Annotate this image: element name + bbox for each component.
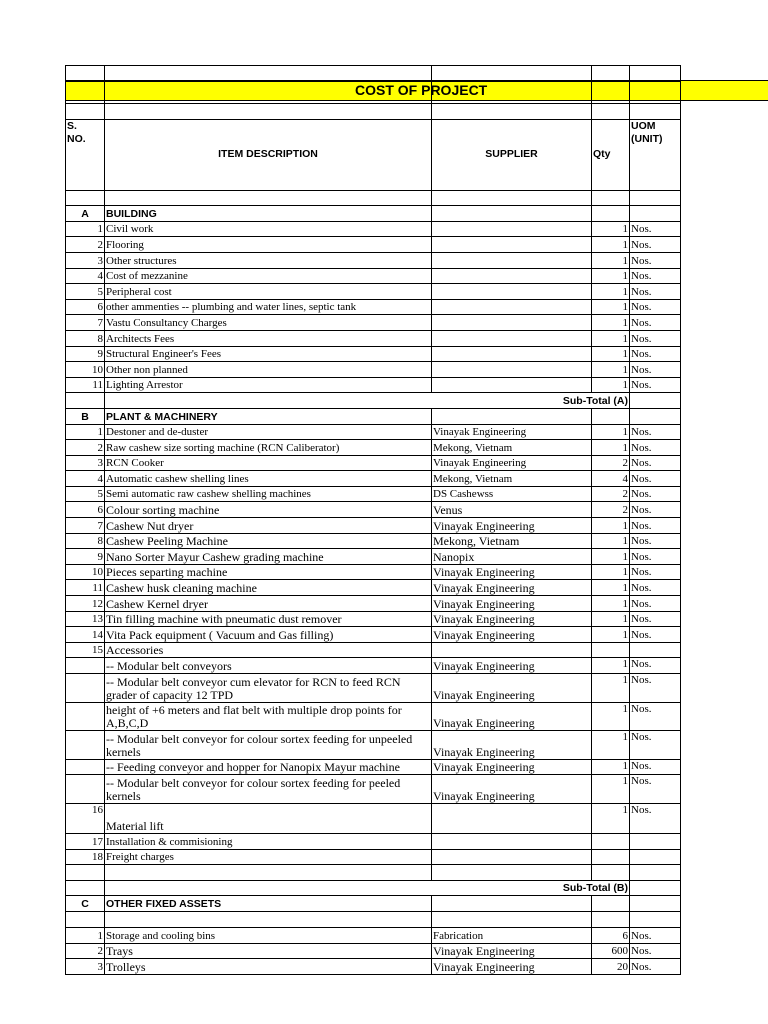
accessory-description: -- Modular belt conveyor for colour sortex feeding for peeled kernels bbox=[105, 775, 432, 804]
item-description: other ammenties -- plumbing and water lines, septic tank bbox=[105, 299, 432, 315]
item-qty: 1 bbox=[592, 440, 630, 456]
item-number: 15 bbox=[66, 642, 105, 658]
table-row bbox=[66, 564, 681, 580]
header-qty: Qty bbox=[592, 119, 630, 190]
item-supplier bbox=[432, 237, 592, 253]
blank-cell bbox=[432, 104, 592, 120]
accessory-supplier: Vinayak Engineering bbox=[432, 674, 592, 703]
blank-cell bbox=[630, 82, 681, 104]
accessory-description: -- Modular belt conveyors bbox=[105, 658, 432, 674]
item-description: Peripheral cost bbox=[105, 284, 432, 300]
item-number: 4 bbox=[66, 471, 105, 487]
item-qty: 1 bbox=[592, 377, 630, 393]
item-number: 17 bbox=[66, 834, 105, 850]
table-row bbox=[66, 299, 681, 315]
accessory-row bbox=[66, 759, 681, 775]
item-description: Vastu Consultancy Charges bbox=[105, 315, 432, 331]
item-number: 6 bbox=[66, 299, 105, 315]
item-number: 9 bbox=[66, 346, 105, 362]
item-qty: 6 bbox=[592, 928, 630, 944]
table-row bbox=[66, 346, 681, 362]
item-supplier: Vinayak Engineering bbox=[432, 580, 592, 596]
item-supplier: DS Cashewss bbox=[432, 486, 592, 502]
item-number: 10 bbox=[66, 362, 105, 378]
section-row bbox=[66, 206, 681, 222]
table-row bbox=[66, 330, 681, 346]
table-row bbox=[66, 596, 681, 612]
item-number: 3 bbox=[66, 959, 105, 975]
table-row bbox=[66, 928, 681, 944]
item-number: 1 bbox=[66, 928, 105, 944]
accessory-supplier: Vinayak Engineering bbox=[432, 658, 592, 674]
item-uom: Nos. bbox=[630, 580, 681, 596]
item-uom: Nos. bbox=[630, 237, 681, 253]
item-qty: 1 bbox=[592, 362, 630, 378]
table-row bbox=[66, 284, 681, 300]
item-description: Nano Sorter Mayur Cashew grading machine bbox=[105, 549, 432, 565]
item-supplier bbox=[432, 346, 592, 362]
item-qty: 1 bbox=[592, 804, 630, 834]
accessory-qty: 1 bbox=[592, 759, 630, 775]
item-description: Destoner and de-duster bbox=[105, 424, 432, 440]
item-number: 11 bbox=[66, 377, 105, 393]
accessory-supplier: Vinayak Engineering bbox=[432, 731, 592, 760]
item-supplier bbox=[432, 804, 592, 834]
blank-cell bbox=[592, 912, 630, 928]
table-row bbox=[66, 804, 681, 834]
item-number: 11 bbox=[66, 580, 105, 596]
item-uom: Nos. bbox=[630, 440, 681, 456]
item-qty: 1 bbox=[592, 346, 630, 362]
subtotal-row bbox=[66, 393, 681, 409]
item-description: Trolleys bbox=[105, 959, 432, 975]
item-qty bbox=[592, 849, 630, 865]
accessory-description: height of +6 meters and flat belt with multiple drop points for A,B,C,D bbox=[105, 703, 432, 731]
blank-cell bbox=[630, 865, 681, 881]
table-row bbox=[66, 627, 681, 643]
item-description: Civil work bbox=[105, 221, 432, 237]
item-supplier bbox=[432, 362, 592, 378]
item-description: Installation & commisioning bbox=[105, 834, 432, 850]
table-row bbox=[66, 834, 681, 850]
item-description: Cashew Kernel dryer bbox=[105, 596, 432, 612]
item-qty bbox=[592, 642, 630, 658]
table-row bbox=[66, 315, 681, 331]
item-supplier: Venus bbox=[432, 502, 592, 518]
item-number: 3 bbox=[66, 252, 105, 268]
accessory-uom: Nos. bbox=[630, 731, 681, 760]
item-uom: Nos. bbox=[630, 943, 681, 959]
blank-cell bbox=[630, 912, 681, 928]
item-supplier: Vinayak Engineering bbox=[432, 424, 592, 440]
table-row bbox=[66, 455, 681, 471]
item-number: 2 bbox=[66, 237, 105, 253]
item-uom: Nos. bbox=[630, 502, 681, 518]
item-uom: Nos. bbox=[630, 928, 681, 944]
item-uom: Nos. bbox=[630, 330, 681, 346]
item-supplier bbox=[432, 315, 592, 331]
table-row bbox=[66, 502, 681, 518]
item-uom: Nos. bbox=[630, 486, 681, 502]
item-number: 2 bbox=[66, 943, 105, 959]
blank-row bbox=[66, 865, 681, 881]
table-row bbox=[66, 362, 681, 378]
accessory-uom: Nos. bbox=[630, 658, 681, 674]
accessory-row bbox=[66, 658, 681, 674]
item-number: 1 bbox=[66, 424, 105, 440]
accessory-description: -- Modular belt conveyor for colour sortex feeding for unpeeled kernels bbox=[105, 731, 432, 760]
table-row bbox=[66, 471, 681, 487]
section-row bbox=[66, 408, 681, 424]
item-number: 18 bbox=[66, 849, 105, 865]
item-supplier bbox=[432, 284, 592, 300]
table-row bbox=[66, 943, 681, 959]
table-row bbox=[66, 486, 681, 502]
item-number: 12 bbox=[66, 596, 105, 612]
blank-cell bbox=[592, 82, 630, 104]
item-qty: 1 bbox=[592, 627, 630, 643]
item-supplier bbox=[432, 849, 592, 865]
item-qty: 1 bbox=[592, 252, 630, 268]
item-number: 9 bbox=[66, 549, 105, 565]
item-number: 4 bbox=[66, 268, 105, 284]
item-supplier bbox=[432, 252, 592, 268]
item-supplier: Fabrication bbox=[432, 928, 592, 944]
item-description: Structural Engineer's Fees bbox=[105, 346, 432, 362]
item-qty: 1 bbox=[592, 518, 630, 534]
section-code: B bbox=[66, 408, 105, 424]
item-uom: Nos. bbox=[630, 252, 681, 268]
item-supplier bbox=[432, 642, 592, 658]
item-description: Raw cashew size sorting machine (RCN Caliberator) bbox=[105, 440, 432, 456]
accessory-uom: Nos. bbox=[630, 703, 681, 731]
blank-cell bbox=[592, 190, 630, 206]
item-description: Cost of mezzanine bbox=[105, 268, 432, 284]
item-description: Cashew Peeling Machine bbox=[105, 533, 432, 549]
item-uom: Nos. bbox=[630, 315, 681, 331]
item-qty: 2 bbox=[592, 502, 630, 518]
item-description: Other non planned bbox=[105, 362, 432, 378]
item-description: Semi automatic raw cashew shelling machines bbox=[105, 486, 432, 502]
item-uom bbox=[630, 834, 681, 850]
subtotal-label: Sub-Total (B) bbox=[105, 880, 630, 896]
table-row bbox=[66, 424, 681, 440]
blank-cell bbox=[592, 66, 630, 82]
item-qty: 1 bbox=[592, 237, 630, 253]
item-description: Cashew husk cleaning machine bbox=[105, 580, 432, 596]
item-supplier: Mekong, Vietnam bbox=[432, 440, 592, 456]
item-number: 5 bbox=[66, 284, 105, 300]
item-uom: Nos. bbox=[630, 221, 681, 237]
item-uom: Nos. bbox=[630, 549, 681, 565]
item-uom: Nos. bbox=[630, 596, 681, 612]
blank-cell bbox=[66, 104, 105, 120]
blank-cell bbox=[592, 865, 630, 881]
item-number: 6 bbox=[66, 502, 105, 518]
item-qty: 1 bbox=[592, 611, 630, 627]
blank-cell bbox=[66, 66, 105, 82]
section-code: A bbox=[66, 206, 105, 222]
item-number: 3 bbox=[66, 455, 105, 471]
header-supplier: SUPPLIER bbox=[432, 119, 592, 190]
item-number: 8 bbox=[66, 330, 105, 346]
item-uom bbox=[630, 642, 681, 658]
cost-table bbox=[65, 65, 681, 975]
subtotal-label: Sub-Total (A) bbox=[105, 393, 630, 409]
item-description: RCN Cooker bbox=[105, 455, 432, 471]
blank-cell bbox=[105, 66, 432, 82]
header-sno: S. NO. bbox=[66, 119, 105, 190]
item-number: 14 bbox=[66, 627, 105, 643]
item-qty: 1 bbox=[592, 533, 630, 549]
accessory-uom: Nos. bbox=[630, 759, 681, 775]
accessory-supplier: Vinayak Engineering bbox=[432, 703, 592, 731]
item-supplier bbox=[432, 268, 592, 284]
section-row bbox=[66, 896, 681, 912]
item-description: Accessories bbox=[105, 642, 432, 658]
item-uom: Nos. bbox=[630, 611, 681, 627]
item-supplier: Mekong, Vietnam bbox=[432, 471, 592, 487]
item-supplier: Vinayak Engineering bbox=[432, 611, 592, 627]
blank-row bbox=[66, 66, 681, 82]
accessory-row bbox=[66, 731, 681, 760]
item-uom: Nos. bbox=[630, 533, 681, 549]
table-row bbox=[66, 580, 681, 596]
item-description: Lighting Arrestor bbox=[105, 377, 432, 393]
table-row bbox=[66, 221, 681, 237]
section-name: PLANT & MACHINERY bbox=[105, 408, 432, 424]
blank-cell bbox=[105, 865, 432, 881]
item-qty: 1 bbox=[592, 299, 630, 315]
table-row bbox=[66, 959, 681, 975]
header-row bbox=[66, 119, 681, 190]
item-supplier: Vinayak Engineering bbox=[432, 455, 592, 471]
item-supplier: Vinayak Engineering bbox=[432, 627, 592, 643]
item-uom: Nos. bbox=[630, 518, 681, 534]
item-uom: Nos. bbox=[630, 362, 681, 378]
item-supplier: Vinayak Engineering bbox=[432, 596, 592, 612]
item-description: Pieces separting machine bbox=[105, 564, 432, 580]
section-name: BUILDING bbox=[105, 206, 432, 222]
item-qty: 1 bbox=[592, 580, 630, 596]
item-qty: 1 bbox=[592, 315, 630, 331]
accessory-uom: Nos. bbox=[630, 674, 681, 703]
accessory-row bbox=[66, 703, 681, 731]
accessory-qty: 1 bbox=[592, 775, 630, 804]
item-description: Freight charges bbox=[105, 849, 432, 865]
item-qty: 1 bbox=[592, 284, 630, 300]
item-supplier bbox=[432, 834, 592, 850]
item-supplier bbox=[432, 377, 592, 393]
accessory-row bbox=[66, 775, 681, 804]
blank-cell bbox=[432, 865, 592, 881]
cost-table-body bbox=[66, 66, 681, 975]
item-supplier: Vinayak Engineering bbox=[432, 564, 592, 580]
item-supplier bbox=[432, 221, 592, 237]
section-code: C bbox=[66, 896, 105, 912]
item-number: 8 bbox=[66, 533, 105, 549]
item-uom: Nos. bbox=[630, 455, 681, 471]
item-uom: Nos. bbox=[630, 424, 681, 440]
table-row bbox=[66, 611, 681, 627]
blank-cell bbox=[66, 865, 105, 881]
item-qty bbox=[592, 834, 630, 850]
item-description: Trays bbox=[105, 943, 432, 959]
item-number: 13 bbox=[66, 611, 105, 627]
blank-cell bbox=[105, 104, 432, 120]
item-qty: 1 bbox=[592, 424, 630, 440]
table-row bbox=[66, 268, 681, 284]
item-qty: 1 bbox=[592, 330, 630, 346]
item-description: Material lift bbox=[105, 804, 432, 834]
item-uom: Nos. bbox=[630, 268, 681, 284]
accessory-qty: 1 bbox=[592, 674, 630, 703]
item-supplier: Vinayak Engineering bbox=[432, 518, 592, 534]
item-qty: 4 bbox=[592, 471, 630, 487]
item-number: 2 bbox=[66, 440, 105, 456]
accessory-uom: Nos. bbox=[630, 775, 681, 804]
item-uom: Nos. bbox=[630, 471, 681, 487]
blank-cell bbox=[66, 82, 105, 104]
blank-cell bbox=[630, 190, 681, 206]
item-number: 10 bbox=[66, 564, 105, 580]
item-description: Cashew Nut dryer bbox=[105, 518, 432, 534]
item-uom: Nos. bbox=[630, 959, 681, 975]
table-row bbox=[66, 237, 681, 253]
accessory-qty: 1 bbox=[592, 658, 630, 674]
header-uom: UOM (UNIT) bbox=[630, 119, 681, 190]
item-uom: Nos. bbox=[630, 299, 681, 315]
blank-cell bbox=[630, 66, 681, 82]
item-number: 16 bbox=[66, 804, 105, 834]
item-qty: 600 bbox=[592, 943, 630, 959]
blank-cell bbox=[630, 104, 681, 120]
item-description: Flooring bbox=[105, 237, 432, 253]
blank-cell bbox=[432, 190, 592, 206]
blank-row bbox=[66, 912, 681, 928]
table-row bbox=[66, 849, 681, 865]
table-row bbox=[66, 533, 681, 549]
item-supplier bbox=[432, 330, 592, 346]
accessory-qty: 1 bbox=[592, 703, 630, 731]
blank-cell bbox=[592, 104, 630, 120]
blank-cell bbox=[66, 912, 105, 928]
item-qty: 1 bbox=[592, 564, 630, 580]
accessory-description: -- Feeding conveyor and hopper for Nanopix Mayur machine bbox=[105, 759, 432, 775]
item-qty: 1 bbox=[592, 221, 630, 237]
header-item: ITEM DESCRIPTION bbox=[105, 119, 432, 190]
page-title: COST OF PROJECT bbox=[355, 82, 488, 98]
item-qty: 1 bbox=[592, 596, 630, 612]
item-uom: Nos. bbox=[630, 377, 681, 393]
blank-row bbox=[66, 104, 681, 120]
item-supplier bbox=[432, 299, 592, 315]
item-description: Vita Pack equipment ( Vacuum and Gas filling) bbox=[105, 627, 432, 643]
item-supplier: Mekong, Vietnam bbox=[432, 533, 592, 549]
item-uom: Nos. bbox=[630, 627, 681, 643]
item-description: Automatic cashew shelling lines bbox=[105, 471, 432, 487]
table-row bbox=[66, 440, 681, 456]
blank-cell bbox=[432, 912, 592, 928]
item-uom: Nos. bbox=[630, 284, 681, 300]
item-supplier: Nanopix bbox=[432, 549, 592, 565]
item-qty: 2 bbox=[592, 455, 630, 471]
accessory-supplier: Vinayak Engineering bbox=[432, 759, 592, 775]
item-number: 7 bbox=[66, 518, 105, 534]
accessory-row bbox=[66, 674, 681, 703]
item-qty: 1 bbox=[592, 549, 630, 565]
item-description: Storage and cooling bins bbox=[105, 928, 432, 944]
item-description: Tin filling machine with pneumatic dust remover bbox=[105, 611, 432, 627]
item-supplier: Vinayak Engineering bbox=[432, 959, 592, 975]
accessory-description: -- Modular belt conveyor cum elevator for RCN to feed RCN grader of capacity 12 TPD bbox=[105, 674, 432, 703]
item-uom: Nos. bbox=[630, 346, 681, 362]
blank-cell bbox=[66, 190, 105, 206]
table-row bbox=[66, 549, 681, 565]
item-number: 7 bbox=[66, 315, 105, 331]
item-uom: Nos. bbox=[630, 564, 681, 580]
blank-cell bbox=[432, 66, 592, 82]
accessory-supplier: Vinayak Engineering bbox=[432, 775, 592, 804]
item-qty: 2 bbox=[592, 486, 630, 502]
table-row bbox=[66, 377, 681, 393]
blank-cell bbox=[105, 912, 432, 928]
table-row bbox=[66, 252, 681, 268]
accessory-qty: 1 bbox=[592, 731, 630, 760]
blank-row bbox=[66, 190, 681, 206]
item-number: 1 bbox=[66, 221, 105, 237]
table-row bbox=[66, 518, 681, 534]
item-uom: Nos. bbox=[630, 804, 681, 834]
item-qty: 1 bbox=[592, 268, 630, 284]
blank-cell bbox=[105, 190, 432, 206]
item-number: 5 bbox=[66, 486, 105, 502]
item-uom bbox=[630, 849, 681, 865]
item-description: Colour sorting machine bbox=[105, 502, 432, 518]
item-qty: 20 bbox=[592, 959, 630, 975]
section-name: OTHER FIXED ASSETS bbox=[105, 896, 432, 912]
item-supplier: Vinayak Engineering bbox=[432, 943, 592, 959]
item-description: Other structures bbox=[105, 252, 432, 268]
subtotal-row bbox=[66, 880, 681, 896]
table-row bbox=[66, 642, 681, 658]
item-description: Architects Fees bbox=[105, 330, 432, 346]
